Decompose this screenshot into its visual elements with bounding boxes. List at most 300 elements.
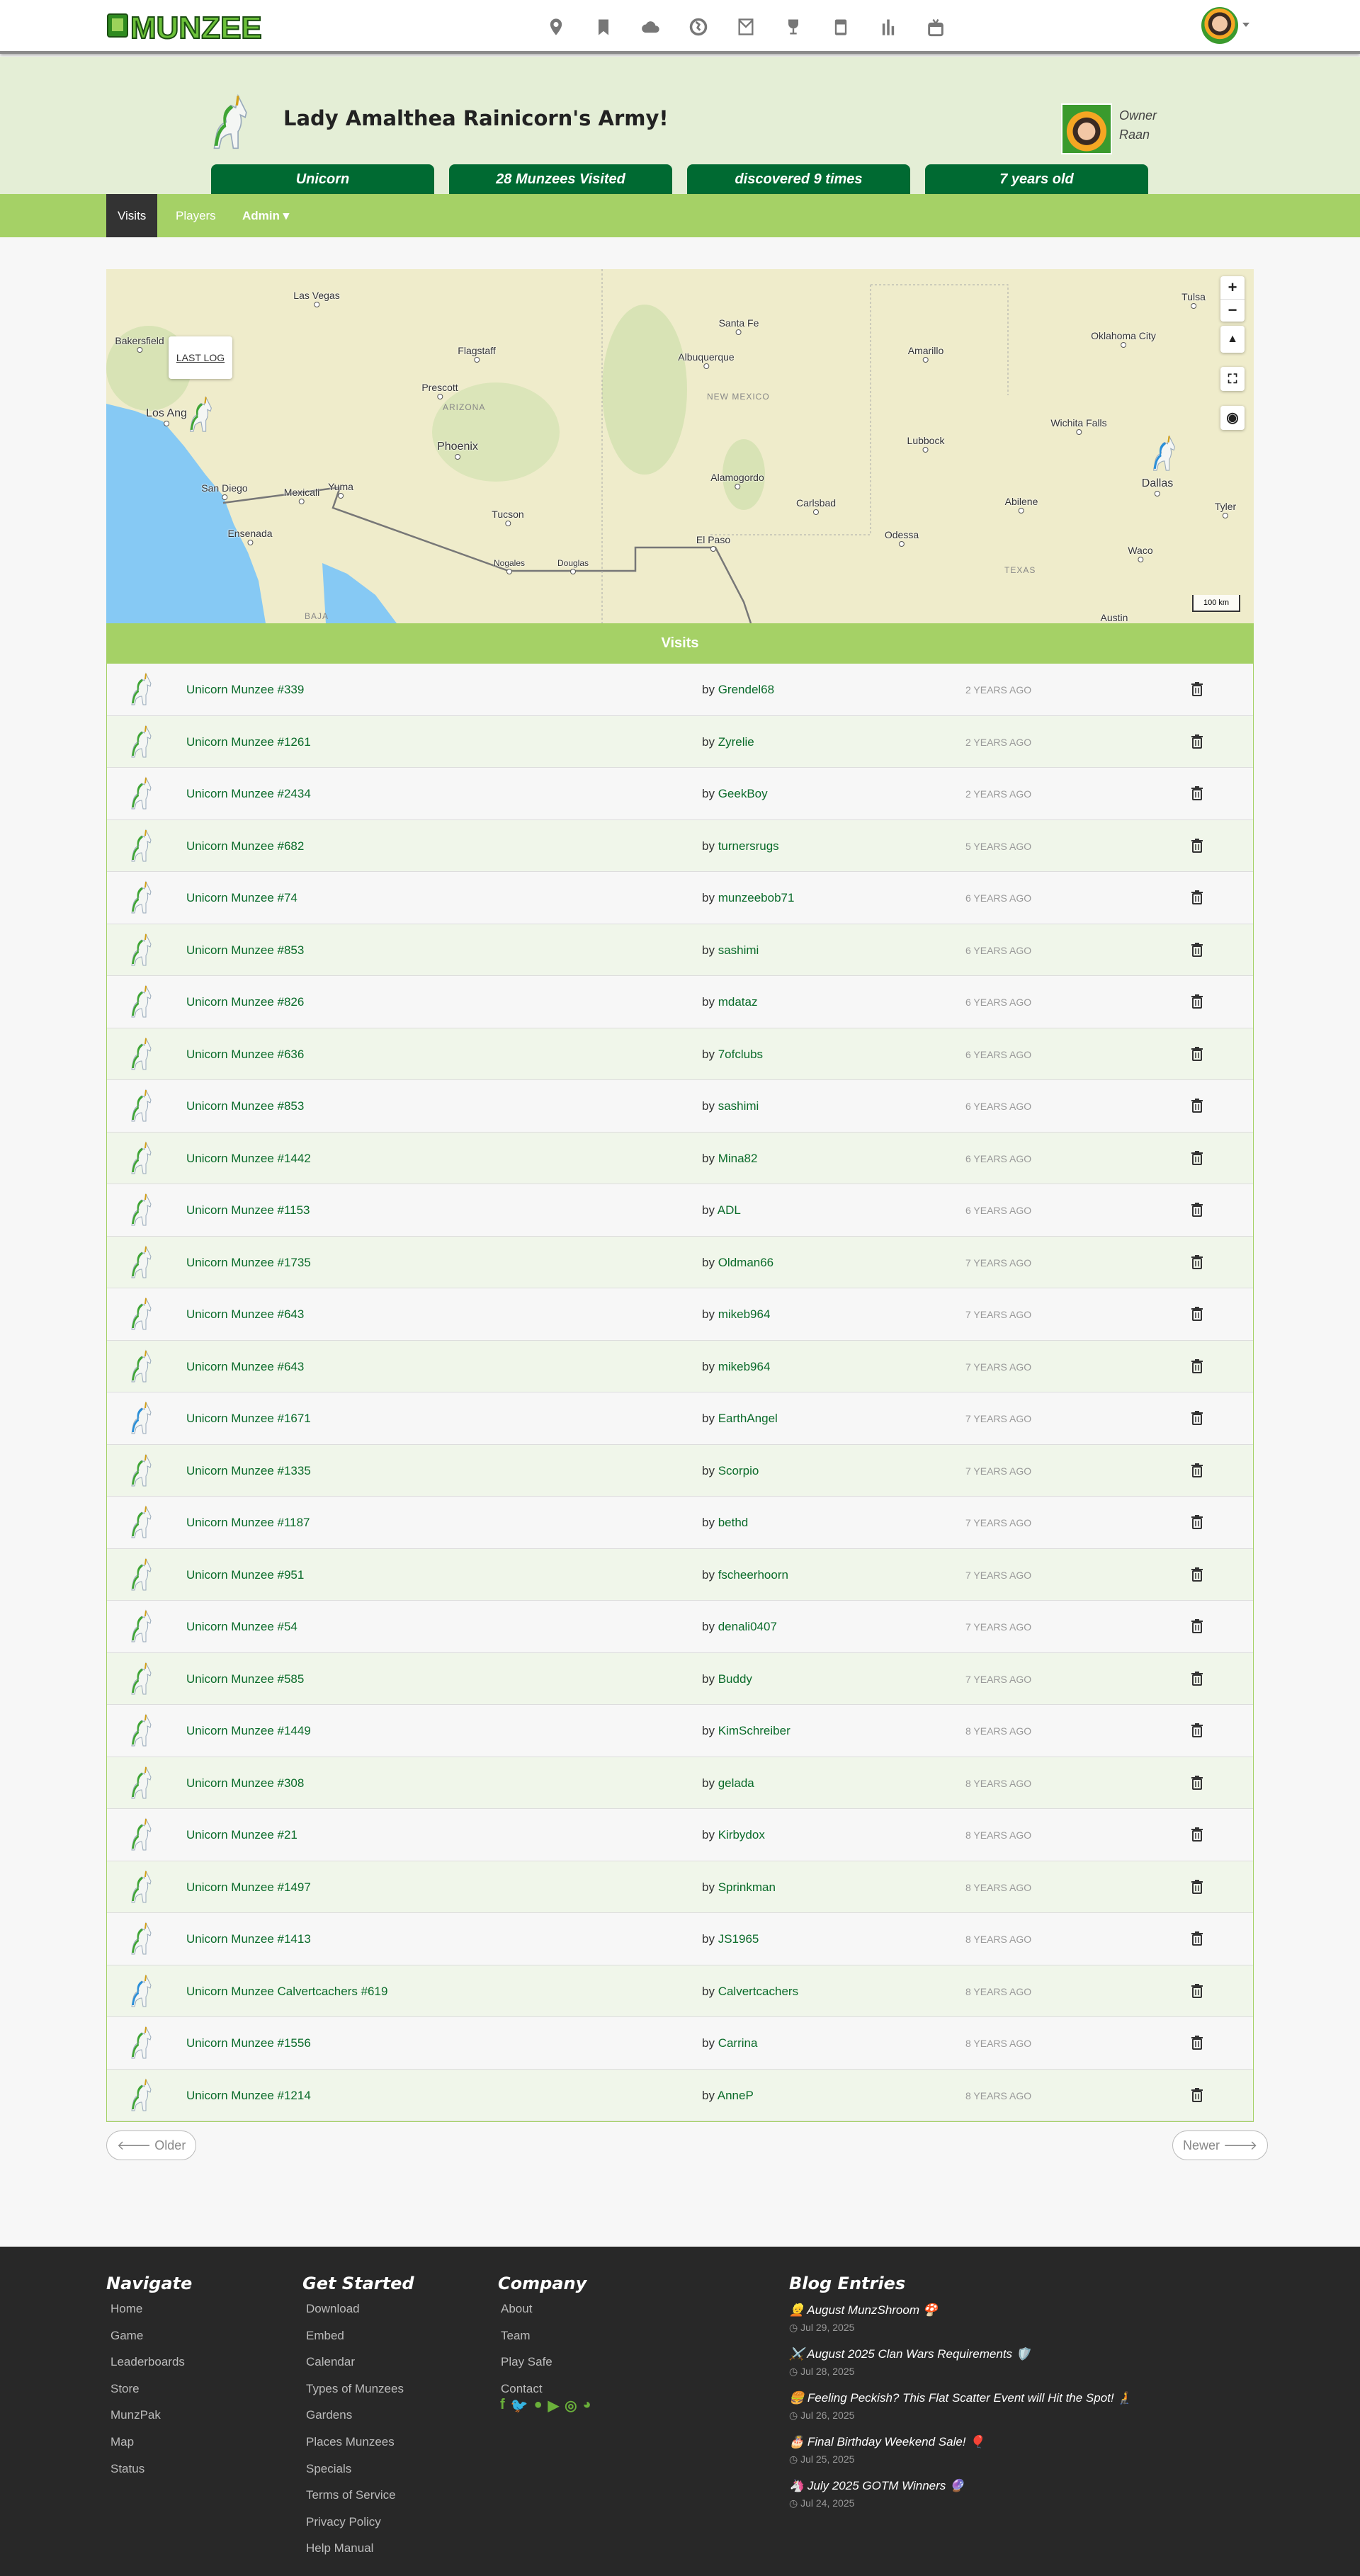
trash-icon[interactable] bbox=[1191, 1567, 1203, 1582]
blog-entry-date bbox=[789, 2322, 854, 2334]
trash-icon[interactable] bbox=[1191, 682, 1203, 696]
by-prefix: by bbox=[702, 1151, 715, 1165]
munzee-link[interactable]: Unicorn Munzee Calvertcachers #619 bbox=[186, 1984, 388, 1998]
map-city-label: Odessa bbox=[885, 529, 919, 547]
visit-time: 8 YEARS AGO bbox=[965, 1881, 1032, 1893]
by-prefix: by bbox=[702, 787, 715, 800]
unicorn-munzee-icon[interactable] bbox=[124, 1037, 159, 1072]
munzee-link[interactable]: Unicorn Munzee #643 bbox=[186, 1307, 305, 1321]
by-prefix: by bbox=[702, 734, 715, 749]
visitor-link[interactable]: KimSchreiber bbox=[718, 1724, 790, 1737]
by-prefix: by bbox=[702, 1255, 715, 1269]
map-city-label: Douglas bbox=[557, 558, 589, 574]
footer-link[interactable]: Download bbox=[306, 2302, 360, 2315]
footer-link[interactable]: Contact bbox=[501, 2381, 543, 2395]
visitor-link[interactable]: Kirbydox bbox=[718, 1828, 765, 1842]
by-prefix: by bbox=[702, 891, 715, 904]
envelope-icon[interactable] bbox=[736, 17, 756, 37]
munzee-link[interactable]: Unicorn Munzee #1556 bbox=[186, 2036, 311, 2050]
visitor bbox=[702, 2089, 754, 2103]
unicorn-munzee-icon[interactable] bbox=[124, 985, 159, 1020]
map-pin-icon[interactable] bbox=[546, 17, 566, 37]
unicorn-munzee-icon[interactable] bbox=[124, 1974, 159, 2009]
social-links bbox=[500, 2397, 591, 2415]
newer-button[interactable] bbox=[1172, 2130, 1268, 2160]
footer-link[interactable]: MunzPak bbox=[110, 2408, 161, 2422]
visitor-link[interactable]: turnersrugs bbox=[718, 839, 779, 853]
map-city-label: Waco bbox=[1128, 545, 1152, 562]
footer-link[interactable]: Leaderboards bbox=[110, 2355, 185, 2369]
visit-row bbox=[107, 1341, 1253, 1393]
visitor-link[interactable]: GeekBoy bbox=[718, 787, 768, 800]
unicorn-munzee-icon[interactable] bbox=[124, 1662, 159, 1697]
visit-row bbox=[107, 1705, 1253, 1757]
map-city-label: Tulsa bbox=[1182, 291, 1206, 309]
map-terrain bbox=[106, 269, 1254, 623]
arrow-right-icon: 🡒 bbox=[1223, 2138, 1258, 2152]
by-prefix: by bbox=[702, 1359, 715, 1373]
unicorn-munzee-icon[interactable] bbox=[124, 2026, 159, 2061]
trash-icon[interactable] bbox=[1191, 1723, 1203, 1737]
munzee-link[interactable]: Unicorn Munzee #1261 bbox=[186, 734, 311, 749]
visit-time: 8 YEARS AGO bbox=[965, 1829, 1032, 1841]
visitor bbox=[702, 1620, 777, 1634]
unicorn-munzee-icon[interactable] bbox=[124, 1141, 159, 1176]
map-region-label: ARIZONA bbox=[443, 402, 486, 412]
by-prefix: by bbox=[702, 1984, 715, 1998]
trash-icon[interactable] bbox=[1191, 1307, 1203, 1321]
clock-icon: ◷ bbox=[789, 2497, 798, 2509]
trash-icon[interactable] bbox=[1191, 1931, 1203, 1946]
visitor-link[interactable]: EarthAngel bbox=[718, 1412, 778, 1425]
visitor bbox=[702, 943, 759, 958]
map-city-label: Carlsbad bbox=[796, 497, 836, 515]
blog-entry-date bbox=[789, 2453, 854, 2466]
munzee-link[interactable]: Unicorn Munzee #1413 bbox=[186, 1932, 311, 1946]
visitor-link[interactable]: JS1965 bbox=[718, 1932, 759, 1946]
map-city-label: Yuma bbox=[328, 481, 353, 499]
footer-heading-get-started: Get Started bbox=[302, 2274, 414, 2293]
visitor bbox=[702, 995, 757, 1009]
visit-row bbox=[107, 976, 1253, 1028]
munzee-logo[interactable] bbox=[106, 10, 283, 42]
visit-row bbox=[107, 664, 1253, 716]
unicorn-munzee-icon[interactable] bbox=[124, 933, 159, 968]
munzee-link[interactable]: Unicorn Munzee #308 bbox=[186, 1776, 305, 1790]
by-prefix: by bbox=[702, 1463, 715, 1477]
trash-icon[interactable] bbox=[1191, 994, 1203, 1009]
by-prefix: by bbox=[702, 2088, 715, 2102]
page-title: Lady Amalthea Rainicorn's Army! bbox=[283, 106, 669, 130]
map-city-label: Wichita Falls bbox=[1050, 417, 1106, 435]
munzee-link[interactable]: Unicorn Munzee #74 bbox=[186, 891, 298, 904]
unicorn-munzee-icon[interactable] bbox=[124, 1609, 159, 1645]
footer-heading-company: Company bbox=[498, 2274, 587, 2293]
visitor bbox=[702, 891, 794, 905]
visitor-link[interactable]: Carrina bbox=[718, 2036, 758, 2050]
trophy-icon[interactable] bbox=[783, 17, 803, 37]
visit-row bbox=[107, 2017, 1253, 2070]
munzee-link[interactable]: Unicorn Munzee #1153 bbox=[186, 1203, 310, 1217]
unicorn-munzee-icon[interactable] bbox=[124, 1453, 159, 1489]
munzee-link[interactable]: Unicorn Munzee #682 bbox=[186, 839, 305, 853]
footer-link[interactable]: Play Safe bbox=[501, 2355, 552, 2369]
unicorn-munzee-icon[interactable] bbox=[124, 1713, 159, 1749]
visitor-link[interactable]: Buddy bbox=[718, 1672, 752, 1686]
reddit-icon[interactable]: ● bbox=[533, 2397, 543, 2412]
bar-chart-icon[interactable] bbox=[878, 17, 898, 37]
munzee-link[interactable]: Unicorn Munzee #1497 bbox=[186, 1880, 311, 1894]
older-label: Older bbox=[154, 2138, 186, 2152]
visit-row bbox=[107, 1757, 1253, 1810]
visitor-link[interactable]: Oldman66 bbox=[718, 1255, 774, 1269]
owner-avatar[interactable] bbox=[1061, 103, 1112, 154]
visitor bbox=[702, 735, 754, 749]
munzee-link[interactable]: Unicorn Munzee #1449 bbox=[186, 1724, 311, 1737]
unicorn-munzee-icon[interactable] bbox=[124, 880, 159, 916]
map-city-label: San Diego bbox=[201, 482, 247, 500]
footer-link[interactable]: About bbox=[501, 2302, 533, 2315]
map-region-label: BAJA bbox=[305, 611, 329, 621]
visit-time: 7 YEARS AGO bbox=[965, 1361, 1032, 1373]
visit-time: 7 YEARS AGO bbox=[965, 1465, 1032, 1477]
munzee-link[interactable]: Unicorn Munzee #1335 bbox=[186, 1463, 311, 1477]
by-prefix: by bbox=[702, 1203, 715, 1217]
visit-time: 7 YEARS AGO bbox=[965, 1256, 1032, 1269]
stat-type: Unicorn bbox=[211, 164, 434, 194]
stat-discovered: discovered 9 times bbox=[687, 164, 910, 194]
trash-icon[interactable] bbox=[1191, 1255, 1203, 1269]
map-city-label: Bakersfield bbox=[115, 335, 164, 353]
visit-time: 5 YEARS AGO bbox=[965, 840, 1032, 852]
visits-heading: Visits bbox=[106, 623, 1254, 664]
trash-icon[interactable] bbox=[1191, 2088, 1203, 2102]
by-prefix: by bbox=[702, 1932, 715, 1946]
older-button[interactable] bbox=[106, 2130, 196, 2160]
visit-time: 7 YEARS AGO bbox=[965, 1569, 1032, 1581]
owner-name-link[interactable]: Raan bbox=[1119, 127, 1150, 142]
by-prefix: by bbox=[702, 839, 715, 853]
visitor-link[interactable]: sashimi bbox=[718, 1099, 759, 1113]
blog-entry-link[interactable]: 🦄 July 2025 GOTM Winners 🔮 bbox=[789, 2479, 965, 2492]
visit-row bbox=[107, 1601, 1253, 1653]
visitor bbox=[702, 1256, 774, 1270]
visitor-link[interactable]: fscheerhoorn bbox=[718, 1567, 788, 1582]
visitor bbox=[702, 2036, 757, 2050]
visit-time: 8 YEARS AGO bbox=[965, 1934, 1032, 1945]
visitor-link[interactable]: 7ofclubs bbox=[718, 1047, 764, 1061]
map-city-label: Dallas bbox=[1142, 477, 1173, 497]
visit-row bbox=[107, 1965, 1253, 2018]
visit-row bbox=[107, 1133, 1253, 1185]
trash-icon[interactable] bbox=[1191, 890, 1203, 904]
by-prefix: by bbox=[702, 943, 715, 957]
unicorn-munzee-icon[interactable] bbox=[124, 1245, 159, 1281]
caret-down-icon: ▾ bbox=[283, 209, 290, 222]
visitor bbox=[702, 1568, 788, 1582]
visit-row bbox=[107, 1653, 1253, 1706]
footer-link[interactable]: Types of Munzees bbox=[306, 2381, 404, 2395]
munzee-link[interactable]: Unicorn Munzee #21 bbox=[186, 1828, 298, 1842]
visitor-link[interactable]: Calvertcachers bbox=[718, 1984, 799, 1998]
trash-icon[interactable] bbox=[1191, 839, 1203, 853]
twitter-icon[interactable]: 🐦 bbox=[510, 2398, 528, 2414]
unicorn-munzee-icon[interactable] bbox=[124, 1766, 159, 1801]
visit-time: 8 YEARS AGO bbox=[965, 1725, 1032, 1737]
clan-banner bbox=[0, 57, 1360, 194]
footer-heading-blog: Blog Entries bbox=[789, 2274, 906, 2293]
map-city-label: Santa Fe bbox=[719, 317, 759, 335]
munzee-link[interactable]: Unicorn Munzee #1442 bbox=[186, 1151, 311, 1165]
trash-icon[interactable] bbox=[1191, 2036, 1203, 2050]
munzee-link[interactable]: Unicorn Munzee #1187 bbox=[186, 1516, 310, 1529]
munzee-link[interactable]: Unicorn Munzee #951 bbox=[186, 1567, 305, 1582]
trash-icon[interactable] bbox=[1191, 1672, 1203, 1686]
compass-reset-button[interactable]: ▲ bbox=[1220, 326, 1245, 353]
unicorn-munzee-icon[interactable] bbox=[124, 1089, 159, 1124]
visitor-link[interactable]: Grendel68 bbox=[718, 683, 775, 696]
gift-icon[interactable] bbox=[926, 17, 946, 37]
globe-icon[interactable] bbox=[688, 17, 708, 37]
trash-icon[interactable] bbox=[1191, 1099, 1203, 1113]
footer-link[interactable]: Specials bbox=[306, 2461, 352, 2475]
unicorn-munzee-icon[interactable] bbox=[124, 1349, 159, 1385]
unicorn-marker-icon[interactable] bbox=[1149, 433, 1180, 475]
visitor bbox=[702, 1412, 778, 1426]
visits-map[interactable] bbox=[106, 269, 1254, 623]
munzee-link[interactable]: Unicorn Munzee #1214 bbox=[186, 2088, 311, 2102]
footer-link[interactable]: Embed bbox=[306, 2328, 344, 2342]
map-city-label: Austin bbox=[1100, 612, 1128, 623]
visitor-link[interactable]: Zyrelie bbox=[718, 734, 754, 749]
footer-link[interactable]: Map bbox=[110, 2435, 135, 2449]
by-prefix: by bbox=[702, 2036, 715, 2050]
munzee-link[interactable]: Unicorn Munzee #1671 bbox=[186, 1412, 311, 1425]
visit-time: 7 YEARS AGO bbox=[965, 1309, 1032, 1320]
munzee-link[interactable]: Unicorn Munzee #339 bbox=[186, 683, 305, 696]
visitor bbox=[702, 1360, 770, 1374]
trash-icon[interactable] bbox=[1191, 734, 1203, 749]
unicorn-munzee-icon[interactable] bbox=[124, 1870, 159, 1905]
user-avatar[interactable] bbox=[1201, 7, 1238, 44]
munzee-link[interactable]: Unicorn Munzee #2434 bbox=[186, 787, 311, 800]
footer-link[interactable]: Privacy Policy bbox=[306, 2514, 381, 2529]
visit-time: 6 YEARS AGO bbox=[965, 1048, 1032, 1060]
visitor-link[interactable]: mikeb964 bbox=[718, 1359, 771, 1373]
tab-admin[interactable] bbox=[231, 194, 300, 237]
tab-visits[interactable]: Visits bbox=[106, 194, 157, 237]
trash-icon[interactable] bbox=[1191, 943, 1203, 957]
map-city-label: Tucson bbox=[492, 509, 523, 526]
instagram-icon[interactable]: ◎ bbox=[565, 2398, 577, 2414]
footer-link[interactable]: Status bbox=[110, 2461, 145, 2475]
unicorn-munzee-icon[interactable] bbox=[124, 2078, 159, 2113]
unicorn-munzee-icon[interactable] bbox=[124, 1817, 159, 1853]
visitor bbox=[702, 839, 779, 853]
unicorn-marker-icon[interactable] bbox=[186, 393, 217, 437]
unicorn-munzee-icon[interactable] bbox=[124, 829, 159, 864]
footer-link[interactable]: Help Manual bbox=[306, 2541, 374, 2555]
visit-time: 8 YEARS AGO bbox=[965, 1777, 1032, 1789]
unicorn-munzee-icon[interactable] bbox=[124, 1401, 159, 1436]
trash-icon[interactable] bbox=[1191, 1776, 1203, 1790]
visitor-link[interactable]: gelada bbox=[718, 1776, 754, 1790]
trash-icon[interactable] bbox=[1191, 1151, 1203, 1165]
visit-time: 6 YEARS AGO bbox=[965, 944, 1032, 956]
by-prefix: by bbox=[702, 1099, 715, 1113]
map-city-label: Alamogordo bbox=[710, 472, 764, 489]
blog-entry-link[interactable]: 🎂 Final Birthday Weekend Sale! 🎈 bbox=[789, 2435, 985, 2449]
visitor-link[interactable]: bethd bbox=[718, 1516, 749, 1529]
by-prefix: by bbox=[702, 995, 715, 1009]
visitor-link[interactable]: ADL bbox=[717, 1203, 741, 1217]
visitor-link[interactable]: AnneP bbox=[717, 2088, 754, 2102]
visitor-link[interactable]: denali0407 bbox=[718, 1620, 777, 1633]
fullscreen-icon[interactable]: ⛶ bbox=[1220, 367, 1245, 391]
visitor-link[interactable]: munzeebob71 bbox=[718, 891, 795, 904]
visitor bbox=[702, 1985, 798, 1999]
map-region-label: TEXAS bbox=[1004, 565, 1036, 575]
visitor bbox=[702, 1724, 790, 1738]
visit-time: 6 YEARS AGO bbox=[965, 1205, 1032, 1216]
munzee-link[interactable]: Unicorn Munzee #636 bbox=[186, 1047, 305, 1061]
footer-link[interactable]: Home bbox=[110, 2302, 143, 2315]
visit-time: 6 YEARS AGO bbox=[965, 1101, 1032, 1112]
blog-date-text: Jul 25, 2025 bbox=[800, 2453, 855, 2465]
unicorn-icon bbox=[207, 93, 255, 153]
visitor bbox=[702, 1516, 748, 1530]
visitor-link[interactable]: Scorpio bbox=[718, 1463, 759, 1477]
unicorn-munzee-icon[interactable] bbox=[124, 1505, 159, 1541]
stat-age: 7 years old bbox=[925, 164, 1148, 194]
blog-entry-link[interactable]: ⚔️ August 2025 Clan Wars Requirements 🛡️ bbox=[789, 2347, 1031, 2361]
munzee-link[interactable]: Unicorn Munzee #826 bbox=[186, 995, 305, 1009]
unicorn-munzee-icon[interactable] bbox=[124, 776, 159, 812]
visit-row bbox=[107, 820, 1253, 873]
visit-time: 7 YEARS AGO bbox=[965, 1621, 1032, 1633]
facebook-icon[interactable]: f bbox=[500, 2397, 505, 2412]
visit-row bbox=[107, 1861, 1253, 1914]
visit-row bbox=[107, 1913, 1253, 1965]
trash-icon[interactable] bbox=[1191, 1619, 1203, 1633]
visitor bbox=[702, 1203, 741, 1218]
blog-entry-date bbox=[789, 2410, 854, 2422]
munzee-link[interactable]: Unicorn Munzee #1735 bbox=[186, 1255, 311, 1269]
locate-icon[interactable]: ◉ bbox=[1220, 406, 1245, 430]
cloud-icon[interactable] bbox=[641, 17, 661, 37]
bookmark-icon[interactable] bbox=[594, 17, 613, 37]
blog-entry-link[interactable]: 🍔 Feeling Peckish? This Flat Scatter Event will Hit the Spot! 🧎 bbox=[789, 2391, 1133, 2405]
visit-row bbox=[107, 1080, 1253, 1133]
clock-icon: ◷ bbox=[789, 2322, 798, 2333]
by-prefix: by bbox=[702, 1412, 715, 1425]
visitor-link[interactable]: Sprinkman bbox=[718, 1880, 776, 1894]
visitor-link[interactable]: Mina82 bbox=[718, 1151, 758, 1165]
trash-icon[interactable] bbox=[1191, 1359, 1203, 1373]
munzee-link[interactable]: Unicorn Munzee #853 bbox=[186, 943, 305, 957]
visitor bbox=[702, 1464, 759, 1478]
unicorn-munzee-icon[interactable] bbox=[124, 1922, 159, 1957]
footer bbox=[0, 2247, 1360, 2576]
visitor bbox=[702, 1672, 752, 1686]
map-region-label: NEW MEXICO bbox=[707, 392, 770, 402]
tab-admin-label: Admin bbox=[242, 209, 280, 222]
unicorn-munzee-icon[interactable] bbox=[124, 1297, 159, 1332]
zoom-out-button[interactable]: − bbox=[1220, 299, 1245, 322]
by-prefix: by bbox=[702, 1776, 715, 1790]
chevron-down-icon[interactable] bbox=[1242, 23, 1250, 27]
unicorn-munzee-icon[interactable] bbox=[124, 1557, 159, 1593]
trash-icon[interactable] bbox=[1191, 786, 1203, 800]
visitor-link[interactable]: mikeb964 bbox=[718, 1307, 771, 1321]
trash-icon[interactable] bbox=[1191, 1984, 1203, 1998]
by-prefix: by bbox=[702, 1567, 715, 1582]
visit-time: 7 YEARS AGO bbox=[965, 1413, 1032, 1424]
visitor-link[interactable]: sashimi bbox=[718, 943, 759, 957]
trash-icon[interactable] bbox=[1191, 1203, 1203, 1217]
calendar-icon[interactable] bbox=[831, 17, 851, 37]
visit-time: 8 YEARS AGO bbox=[965, 2038, 1032, 2049]
trash-icon[interactable] bbox=[1191, 1880, 1203, 1894]
by-prefix: by bbox=[702, 1880, 715, 1894]
visit-time: 6 YEARS AGO bbox=[965, 997, 1032, 1008]
footer-link[interactable]: Gardens bbox=[306, 2408, 353, 2422]
footer-link[interactable]: Terms of Service bbox=[306, 2488, 396, 2502]
visit-time: 6 YEARS AGO bbox=[965, 892, 1032, 904]
trash-icon[interactable] bbox=[1191, 1827, 1203, 1842]
munzee-link[interactable]: Unicorn Munzee #853 bbox=[186, 1099, 305, 1113]
youtube-icon[interactable]: ▶ bbox=[548, 2398, 560, 2414]
unicorn-munzee-icon[interactable] bbox=[124, 672, 159, 708]
visitor bbox=[702, 1880, 776, 1895]
trash-icon[interactable] bbox=[1191, 1515, 1203, 1529]
munzee-link[interactable]: Unicorn Munzee #643 bbox=[186, 1359, 305, 1373]
footer-link[interactable]: Calendar bbox=[306, 2355, 355, 2369]
map-city-label: Las Vegas bbox=[293, 290, 339, 307]
munzee-link[interactable]: Unicorn Munzee #54 bbox=[186, 1620, 298, 1633]
footer-link[interactable]: Game bbox=[110, 2328, 144, 2342]
map-city-label: El Paso bbox=[696, 534, 730, 552]
visits-list bbox=[106, 664, 1254, 2122]
visit-time: 2 YEARS AGO bbox=[965, 736, 1032, 748]
map-city-label: Nogales bbox=[494, 558, 525, 574]
unicorn-munzee-icon[interactable] bbox=[124, 1193, 159, 1228]
trash-icon[interactable] bbox=[1191, 1463, 1203, 1477]
last-log-popup[interactable]: LAST LOG bbox=[169, 336, 232, 379]
discord-icon[interactable]: ◕ bbox=[582, 2397, 591, 2412]
blog-entry-link[interactable]: 👱 August MunzShroom 🍄 bbox=[789, 2303, 938, 2317]
map-city-label: Phoenix bbox=[437, 441, 478, 460]
unicorn-munzee-icon[interactable] bbox=[124, 725, 159, 760]
visitor-link[interactable]: mdataz bbox=[718, 995, 758, 1009]
footer-link[interactable]: Places Munzees bbox=[306, 2435, 395, 2449]
blog-date-text: Jul 26, 2025 bbox=[800, 2410, 855, 2421]
map-city-label: Los Ang bbox=[146, 407, 187, 426]
trash-icon[interactable] bbox=[1191, 1047, 1203, 1061]
tab-players[interactable]: Players bbox=[176, 209, 216, 222]
trash-icon[interactable] bbox=[1191, 1411, 1203, 1425]
arrow-left-icon: 🡐 bbox=[117, 2138, 152, 2152]
zoom-in-button[interactable]: + bbox=[1228, 278, 1237, 296]
map-zoom-control bbox=[1220, 276, 1245, 322]
footer-link[interactable]: Store bbox=[110, 2381, 140, 2395]
visit-row bbox=[107, 1392, 1253, 1445]
blog-date-text: Jul 24, 2025 bbox=[800, 2497, 855, 2509]
visit-time: 7 YEARS AGO bbox=[965, 1673, 1032, 1685]
munzee-link[interactable]: Unicorn Munzee #585 bbox=[186, 1672, 305, 1686]
footer-link[interactable]: Team bbox=[501, 2328, 531, 2342]
by-prefix: by bbox=[702, 1672, 715, 1686]
